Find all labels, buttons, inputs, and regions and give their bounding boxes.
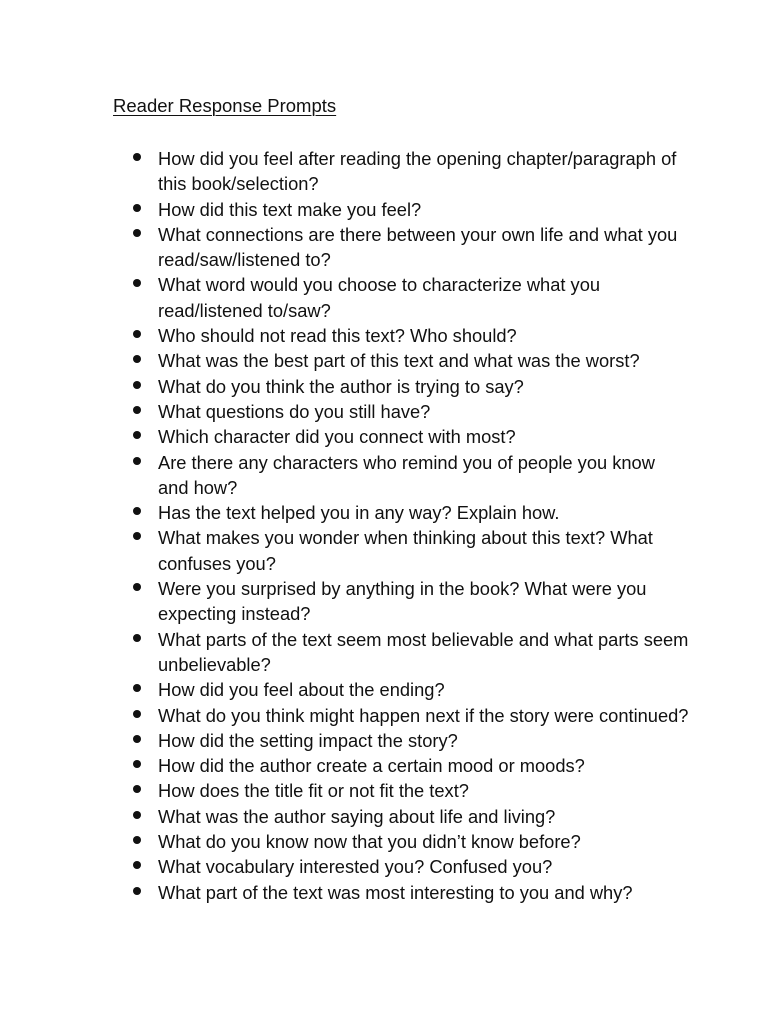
bullet-icon [133,684,141,692]
prompt-text: How did you feel about the ending? [158,679,445,701]
prompt-text: How did you feel after reading the opening chapter/paragraph of this book/selection? [158,148,677,195]
prompt-list-item [129,197,689,222]
prompt-list-item [129,778,689,803]
prompt-text: Which character did you connect with most? [158,426,516,448]
prompt-text: Has the text helped you in any way? Explain how. [158,502,560,524]
prompt-list-item [129,525,689,576]
bullet-icon [133,406,141,414]
prompt-list-item [129,374,689,399]
prompt-text: What makes you wonder when thinking about this text? What confuses you? [158,527,653,574]
bullet-icon [133,330,141,338]
prompt-text: What vocabulary interested you? Confused you? [158,856,553,878]
prompt-list-item [129,146,689,197]
bullet-icon [133,811,141,819]
bullet-icon [133,457,141,465]
bullet-icon [133,710,141,718]
bullet-icon [133,836,141,844]
prompt-text: What questions do you still have? [158,400,431,422]
prompt-list-item [129,272,689,323]
bullet-icon [133,204,141,212]
prompt-list-item [129,348,689,373]
bullet-icon [133,760,141,768]
prompt-list-item [129,399,689,424]
bullet-icon [133,887,141,895]
prompt-text: How did this text make you feel? [158,198,422,220]
prompt-list-item [129,677,689,702]
bullet-icon [133,153,141,161]
prompt-list [129,146,689,905]
bullet-icon [133,583,141,591]
prompt-text: What parts of the text seem most believable and what parts seem unbelievable? [158,628,689,675]
prompt-list-item [129,627,689,678]
prompt-text: What was the author saying about life and living? [158,805,556,827]
bullet-icon [133,229,141,237]
bullet-icon [133,507,141,515]
bullet-icon [133,785,141,793]
bullet-icon [133,634,141,642]
bullet-icon [133,532,141,540]
prompt-text: Were you surprised by anything in the book? What were you expecting instead? [158,578,647,625]
prompt-list-item [129,854,689,879]
prompt-list-item [129,222,689,273]
bullet-icon [133,431,141,439]
prompt-list-item [129,804,689,829]
bullet-icon [133,861,141,869]
prompt-text: What do you know now that you didn’t know before? [158,831,581,853]
bullet-icon [133,735,141,743]
prompt-text: What connections are there between your own life and what you read/saw/listened to? [158,223,678,271]
prompt-text: What do you think might happen next if the story were continued? [158,704,689,726]
prompt-list-item [129,576,689,627]
prompt-list-item [129,753,689,778]
bullet-icon [133,381,141,389]
prompt-list-item [129,450,689,501]
prompt-text: How does the title fit or not fit the text? [158,780,469,802]
prompt-list-item [129,829,689,854]
prompt-text: What word would you choose to characterize what you read/listened to/saw? [158,274,601,321]
prompt-list-item [129,728,689,753]
prompt-text: Who should not read this text? Who should? [158,325,517,347]
prompt-text: Are there any characters who remind you of people you know and how? [158,451,655,498]
prompt-text: What part of the text was most interesting to you and why? [158,881,633,903]
prompt-text: How did the author create a certain mood or moods? [158,755,585,777]
prompt-text: How did the setting impact the story? [158,729,458,751]
prompt-text: What do you think the author is trying to say? [158,375,524,397]
bullet-icon [133,355,141,363]
prompt-text: What was the best part of this text and what was the worst? [158,350,640,372]
prompt-list-item [129,703,689,728]
bullet-icon [133,279,141,287]
prompt-list-item [129,424,689,449]
document-title: Reader Response Prompts [113,95,337,116]
prompt-list-item [129,323,689,348]
prompt-list-item [129,500,689,525]
prompt-list-item [129,880,689,905]
